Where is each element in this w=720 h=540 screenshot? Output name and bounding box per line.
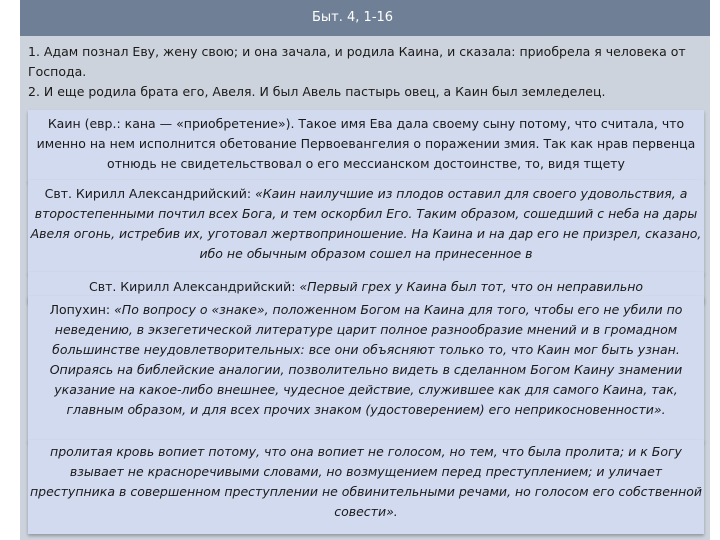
cyril-offering-quote: «Каин наилучшие из плодов оставил для своего удовольствия, а второстепенными почтил всех Бога, и тем оскорбил Его. Таким образом, сошедший с неба на дары Авеля огонь, истребив их, уготовал жертвоприношение. На Каина и на дар его не призрел, сказано, ибо не обычным образом сошел на принесенное в <box>30 186 702 261</box>
cain-name-text: Каин (евр.: кана — «приобретение»). Такое имя Ева дала своему сыну потому, что считала, что именно на нем исполнится обетование Первоевангелия о поражении змия. Так как нрав первенца отнюдь не свидетельствовал о его мессианском достоинстве, то, видя тщету <box>36 116 696 171</box>
lopukhin-author: Лопухин: <box>49 302 115 317</box>
cyril-first-sin-quote: «Первый грех у Каина был тот, что он неправильно <box>299 279 644 294</box>
verse-text: 1. Адам познал Еву, жену свою; и она зачала, и родила Каина, и сказала: приобрела я человека от Господа. 2. И еще родила брата его, Авеля. И был Авель пастырь овец, а Каин был земледелец. <box>28 44 686 99</box>
slide-title: Быт. 4, 1-16 <box>312 10 394 25</box>
blood-cries-text: пролитая кровь вопиет потому, что она вопиет не голосом, но тем, что была пролита; и к Богу взывает не красноречивыми словами, но возмущением перед преступлением; и уличает преступника в совершенном преступлении не обвинительными речами, но голосом его собственной совести». <box>29 444 703 519</box>
callout-lopukhin <box>28 296 704 442</box>
lopukhin-text <box>28 300 704 420</box>
callout-cain-name <box>28 110 704 182</box>
cyril-offering-text <box>28 184 704 264</box>
lopukhin-quote: «По вопросу о «знаке», положенном Богом на Каина для того, чтобы его не убили по неведению, в экзегетической литературе царит полное разнообразие мнений и в громадном большинстве неудовлетворительных: все они объясняют только то, что Каин мог быть узнан. Опираясь на библейские аналогии, позволительно видеть в сделанном Богом Каину знамении указание на какое-либо внешнее, чудесное действие, служившее как для самого Каина, так, главным образом, и для всех прочих знаком (удостоверением) его неприкосновенности». <box>49 302 683 417</box>
callout-cyril-offering <box>28 180 704 274</box>
title-bar <box>20 0 710 36</box>
callout-blood-cries <box>28 440 704 534</box>
cyril-first-sin-text <box>28 277 704 297</box>
cyril-offering-author: Свт. Кирилл Александрийский: <box>44 186 256 201</box>
cyril-first-sin-author: Свт. Кирилл Александрийский: <box>88 279 300 294</box>
